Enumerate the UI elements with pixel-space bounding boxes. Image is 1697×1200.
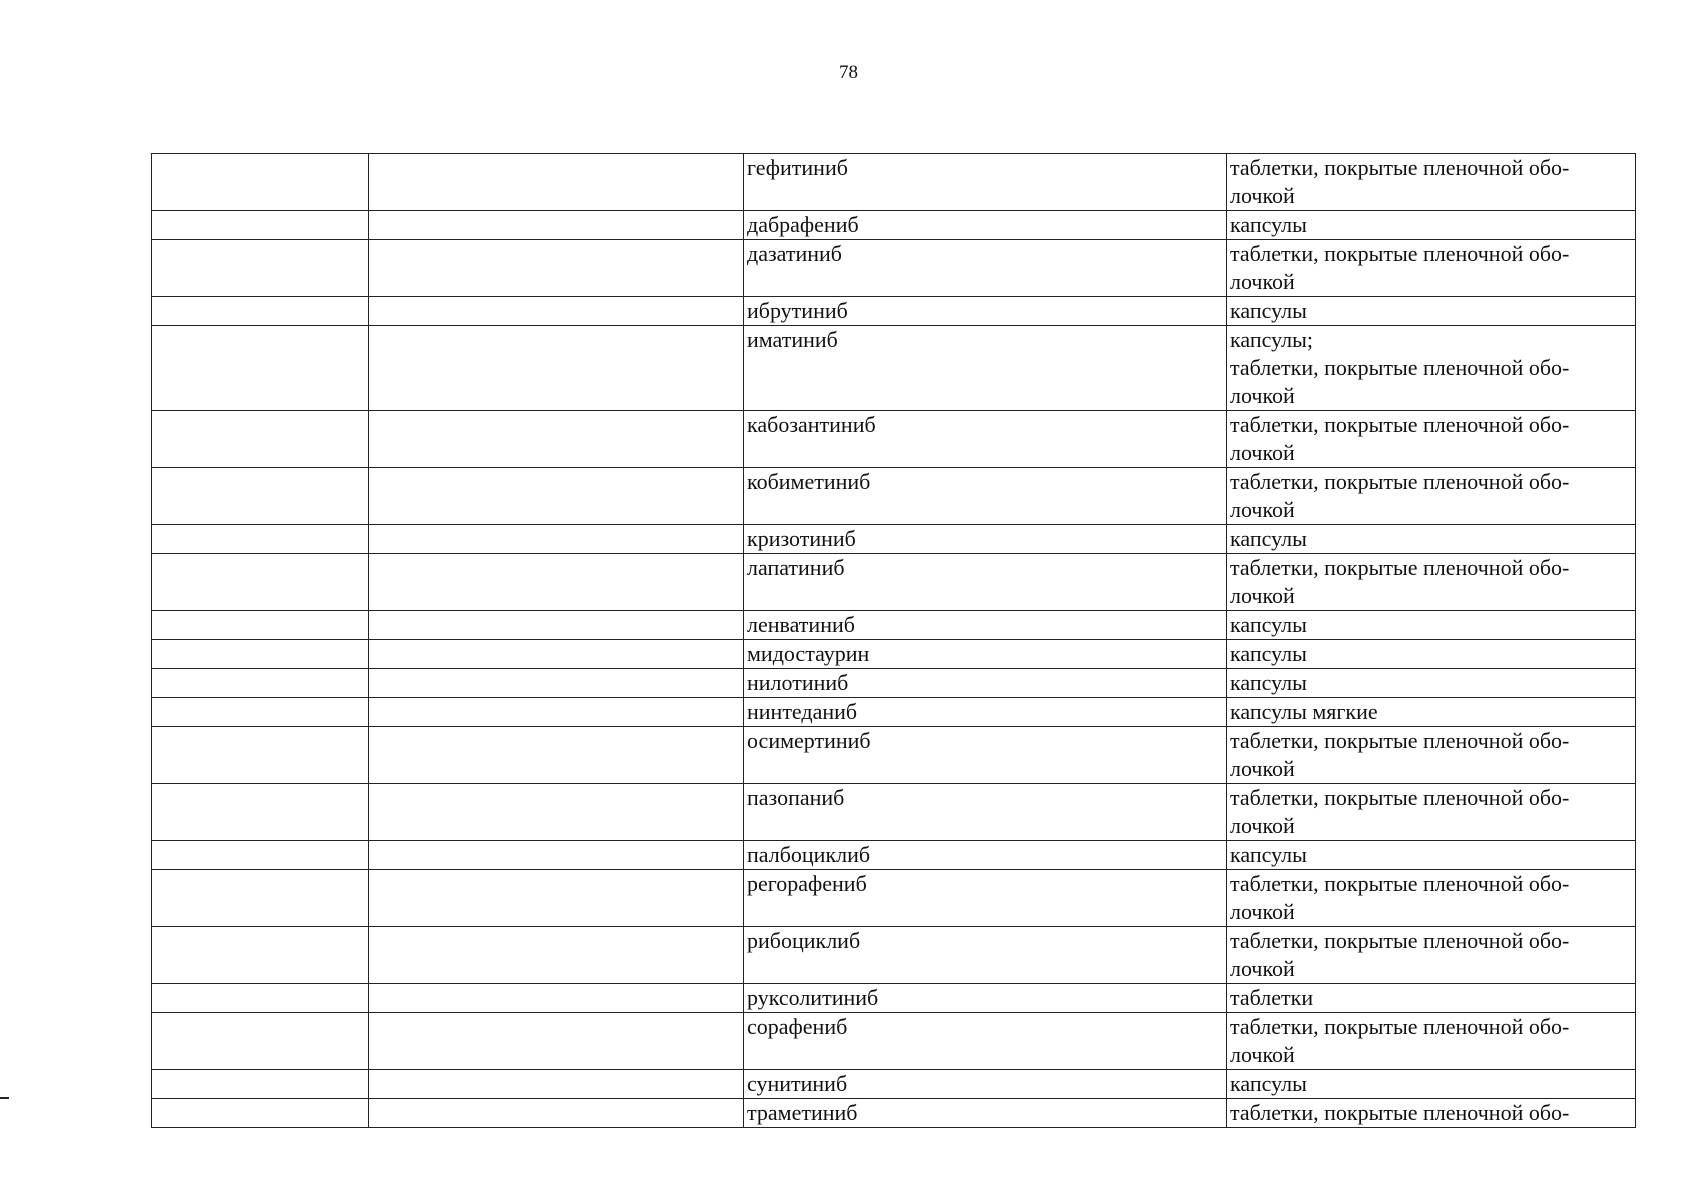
atc-code-cell — [152, 870, 369, 927]
table-body — [152, 154, 1636, 1128]
medication-table — [151, 153, 1636, 1128]
atc-code-cell — [152, 1070, 369, 1099]
dosage-form-cell — [1227, 640, 1636, 669]
group-name-cell — [369, 611, 744, 640]
dosage-form-line: таблетки, покрытые пленочной обо- — [1230, 1014, 1570, 1039]
table-row — [152, 240, 1636, 297]
table-row — [152, 525, 1636, 554]
atc-code-cell — [152, 154, 369, 211]
inn-cell: мидостаурин — [744, 640, 1227, 669]
inn-cell: дабрафениб — [744, 211, 1227, 240]
inn-cell: палбоциклиб — [744, 841, 1227, 870]
dosage-form-cell — [1227, 1070, 1636, 1099]
group-name-cell — [369, 211, 744, 240]
dosage-form-line: таблетки, покрытые пленочной обо- — [1230, 555, 1570, 580]
table-row — [152, 326, 1636, 411]
dosage-form-line: лочкой — [1230, 583, 1295, 608]
atc-code-cell — [152, 240, 369, 297]
dosage-form-line: таблетки, покрытые пленочной обо- — [1230, 355, 1570, 380]
dosage-form-cell — [1227, 240, 1636, 297]
atc-code-cell — [152, 927, 369, 984]
table-row — [152, 669, 1636, 698]
dosage-form-line: капсулы — [1230, 641, 1307, 666]
atc-code-cell — [152, 784, 369, 841]
inn-cell: ибрутиниб — [744, 297, 1227, 326]
dosage-form-cell — [1227, 211, 1636, 240]
dosage-form-cell — [1227, 297, 1636, 326]
atc-code-cell — [152, 326, 369, 411]
dosage-form-line: лочкой — [1230, 497, 1295, 522]
dosage-form-line: капсулы — [1230, 298, 1307, 323]
dosage-form-line: капсулы — [1230, 842, 1307, 867]
inn-cell: дазатиниб — [744, 240, 1227, 297]
dosage-form-cell — [1227, 841, 1636, 870]
dosage-form-cell — [1227, 411, 1636, 468]
dosage-form-line: лочкой — [1230, 1042, 1295, 1067]
group-name-cell — [369, 841, 744, 870]
dosage-form-cell — [1227, 984, 1636, 1013]
margin-dash — [0, 1097, 9, 1099]
table-row — [152, 927, 1636, 984]
dosage-form-line: капсулы — [1230, 612, 1307, 637]
table-row — [152, 297, 1636, 326]
table-row — [152, 1099, 1636, 1128]
atc-code-cell — [152, 640, 369, 669]
atc-code-cell — [152, 525, 369, 554]
atc-code-cell — [152, 1099, 369, 1128]
group-name-cell — [369, 1099, 744, 1128]
group-name-cell — [369, 669, 744, 698]
inn-cell: регорафениб — [744, 870, 1227, 927]
table-row — [152, 1013, 1636, 1070]
dosage-form-line: таблетки — [1230, 985, 1314, 1010]
dosage-form-line: лочкой — [1230, 269, 1295, 294]
dosage-form-cell — [1227, 525, 1636, 554]
dosage-form-line: таблетки, покрытые пленочной обо- — [1230, 155, 1570, 180]
atc-code-cell — [152, 841, 369, 870]
group-name-cell — [369, 927, 744, 984]
dosage-form-cell — [1227, 727, 1636, 784]
dosage-form-line: лочкой — [1230, 813, 1295, 838]
dosage-form-line: таблетки, покрытые пленочной обо- — [1230, 728, 1570, 753]
dosage-form-cell — [1227, 698, 1636, 727]
dosage-form-line: лочкой — [1230, 899, 1295, 924]
dosage-form-line: лочкой — [1230, 383, 1295, 408]
dosage-form-line: капсулы; — [1230, 327, 1313, 352]
dosage-form-line: капсулы — [1230, 526, 1307, 551]
inn-cell: кризотиниб — [744, 525, 1227, 554]
atc-code-cell — [152, 468, 369, 525]
atc-code-cell — [152, 1013, 369, 1070]
dosage-form-cell — [1227, 1099, 1636, 1128]
table-row — [152, 870, 1636, 927]
dosage-form-line: лочкой — [1230, 440, 1295, 465]
inn-cell: руксолитиниб — [744, 984, 1227, 1013]
table-row — [152, 468, 1636, 525]
group-name-cell — [369, 727, 744, 784]
table-row — [152, 611, 1636, 640]
dosage-form-line: лочкой — [1230, 956, 1295, 981]
inn-cell: лапатиниб — [744, 554, 1227, 611]
page-number: 78 — [839, 62, 858, 83]
inn-cell: пазопаниб — [744, 784, 1227, 841]
dosage-form-cell — [1227, 326, 1636, 411]
dosage-form-line: таблетки, покрытые пленочной обо- — [1230, 928, 1570, 953]
atc-code-cell — [152, 611, 369, 640]
group-name-cell — [369, 698, 744, 727]
group-name-cell — [369, 554, 744, 611]
table-row — [152, 154, 1636, 211]
dosage-form-cell — [1227, 468, 1636, 525]
atc-code-cell — [152, 669, 369, 698]
dosage-form-line: таблетки, покрытые пленочной обо- — [1230, 241, 1570, 266]
inn-cell: осимертиниб — [744, 727, 1227, 784]
table-row — [152, 784, 1636, 841]
dosage-form-line: таблетки, покрытые пленочной обо- — [1230, 412, 1570, 437]
dosage-form-line: таблетки, покрытые пленочной обо- — [1230, 871, 1570, 896]
inn-cell: ленватиниб — [744, 611, 1227, 640]
table-row — [152, 841, 1636, 870]
inn-cell: рибоциклиб — [744, 927, 1227, 984]
inn-cell: нилотиниб — [744, 669, 1227, 698]
table-row — [152, 211, 1636, 240]
dosage-form-cell — [1227, 784, 1636, 841]
table-row — [152, 411, 1636, 468]
dosage-form-line: таблетки, покрытые пленочной обо- — [1230, 785, 1570, 810]
inn-cell: траметиниб — [744, 1099, 1227, 1128]
group-name-cell — [369, 240, 744, 297]
dosage-form-line: капсулы — [1230, 670, 1307, 695]
atc-code-cell — [152, 698, 369, 727]
dosage-form-cell — [1227, 611, 1636, 640]
dosage-form-cell — [1227, 554, 1636, 611]
dosage-form-cell — [1227, 1013, 1636, 1070]
group-name-cell — [369, 1070, 744, 1099]
table-row — [152, 554, 1636, 611]
atc-code-cell — [152, 984, 369, 1013]
group-name-cell — [369, 154, 744, 211]
group-name-cell — [369, 640, 744, 669]
dosage-form-line: таблетки, покрытые пленочной обо- — [1230, 1100, 1570, 1125]
inn-cell: нинтеданиб — [744, 698, 1227, 727]
table-row — [152, 640, 1636, 669]
group-name-cell — [369, 468, 744, 525]
table-row — [152, 698, 1636, 727]
dosage-form-line: таблетки, покрытые пленочной обо- — [1230, 469, 1570, 494]
inn-cell: кабозантиниб — [744, 411, 1227, 468]
group-name-cell — [369, 411, 744, 468]
group-name-cell — [369, 784, 744, 841]
table-row — [152, 984, 1636, 1013]
table-row — [152, 1070, 1636, 1099]
dosage-form-line: капсулы — [1230, 1071, 1307, 1096]
atc-code-cell — [152, 727, 369, 784]
dosage-form-cell — [1227, 870, 1636, 927]
dosage-form-cell — [1227, 927, 1636, 984]
atc-code-cell — [152, 411, 369, 468]
group-name-cell — [369, 297, 744, 326]
inn-cell: гефитиниб — [744, 154, 1227, 211]
dosage-form-cell — [1227, 154, 1636, 211]
dosage-form-line: капсулы — [1230, 212, 1307, 237]
atc-code-cell — [152, 554, 369, 611]
inn-cell: сунитиниб — [744, 1070, 1227, 1099]
group-name-cell — [369, 1013, 744, 1070]
atc-code-cell — [152, 211, 369, 240]
atc-code-cell — [152, 297, 369, 326]
group-name-cell — [369, 984, 744, 1013]
dosage-form-line: лочкой — [1230, 756, 1295, 781]
inn-cell: иматиниб — [744, 326, 1227, 411]
table-row — [152, 727, 1636, 784]
dosage-form-cell — [1227, 669, 1636, 698]
dosage-form-line: лочкой — [1230, 183, 1295, 208]
group-name-cell — [369, 326, 744, 411]
group-name-cell — [369, 525, 744, 554]
inn-cell: сорафениб — [744, 1013, 1227, 1070]
inn-cell: кобиметиниб — [744, 468, 1227, 525]
dosage-form-line: капсулы мягкие — [1230, 699, 1378, 724]
group-name-cell — [369, 870, 744, 927]
